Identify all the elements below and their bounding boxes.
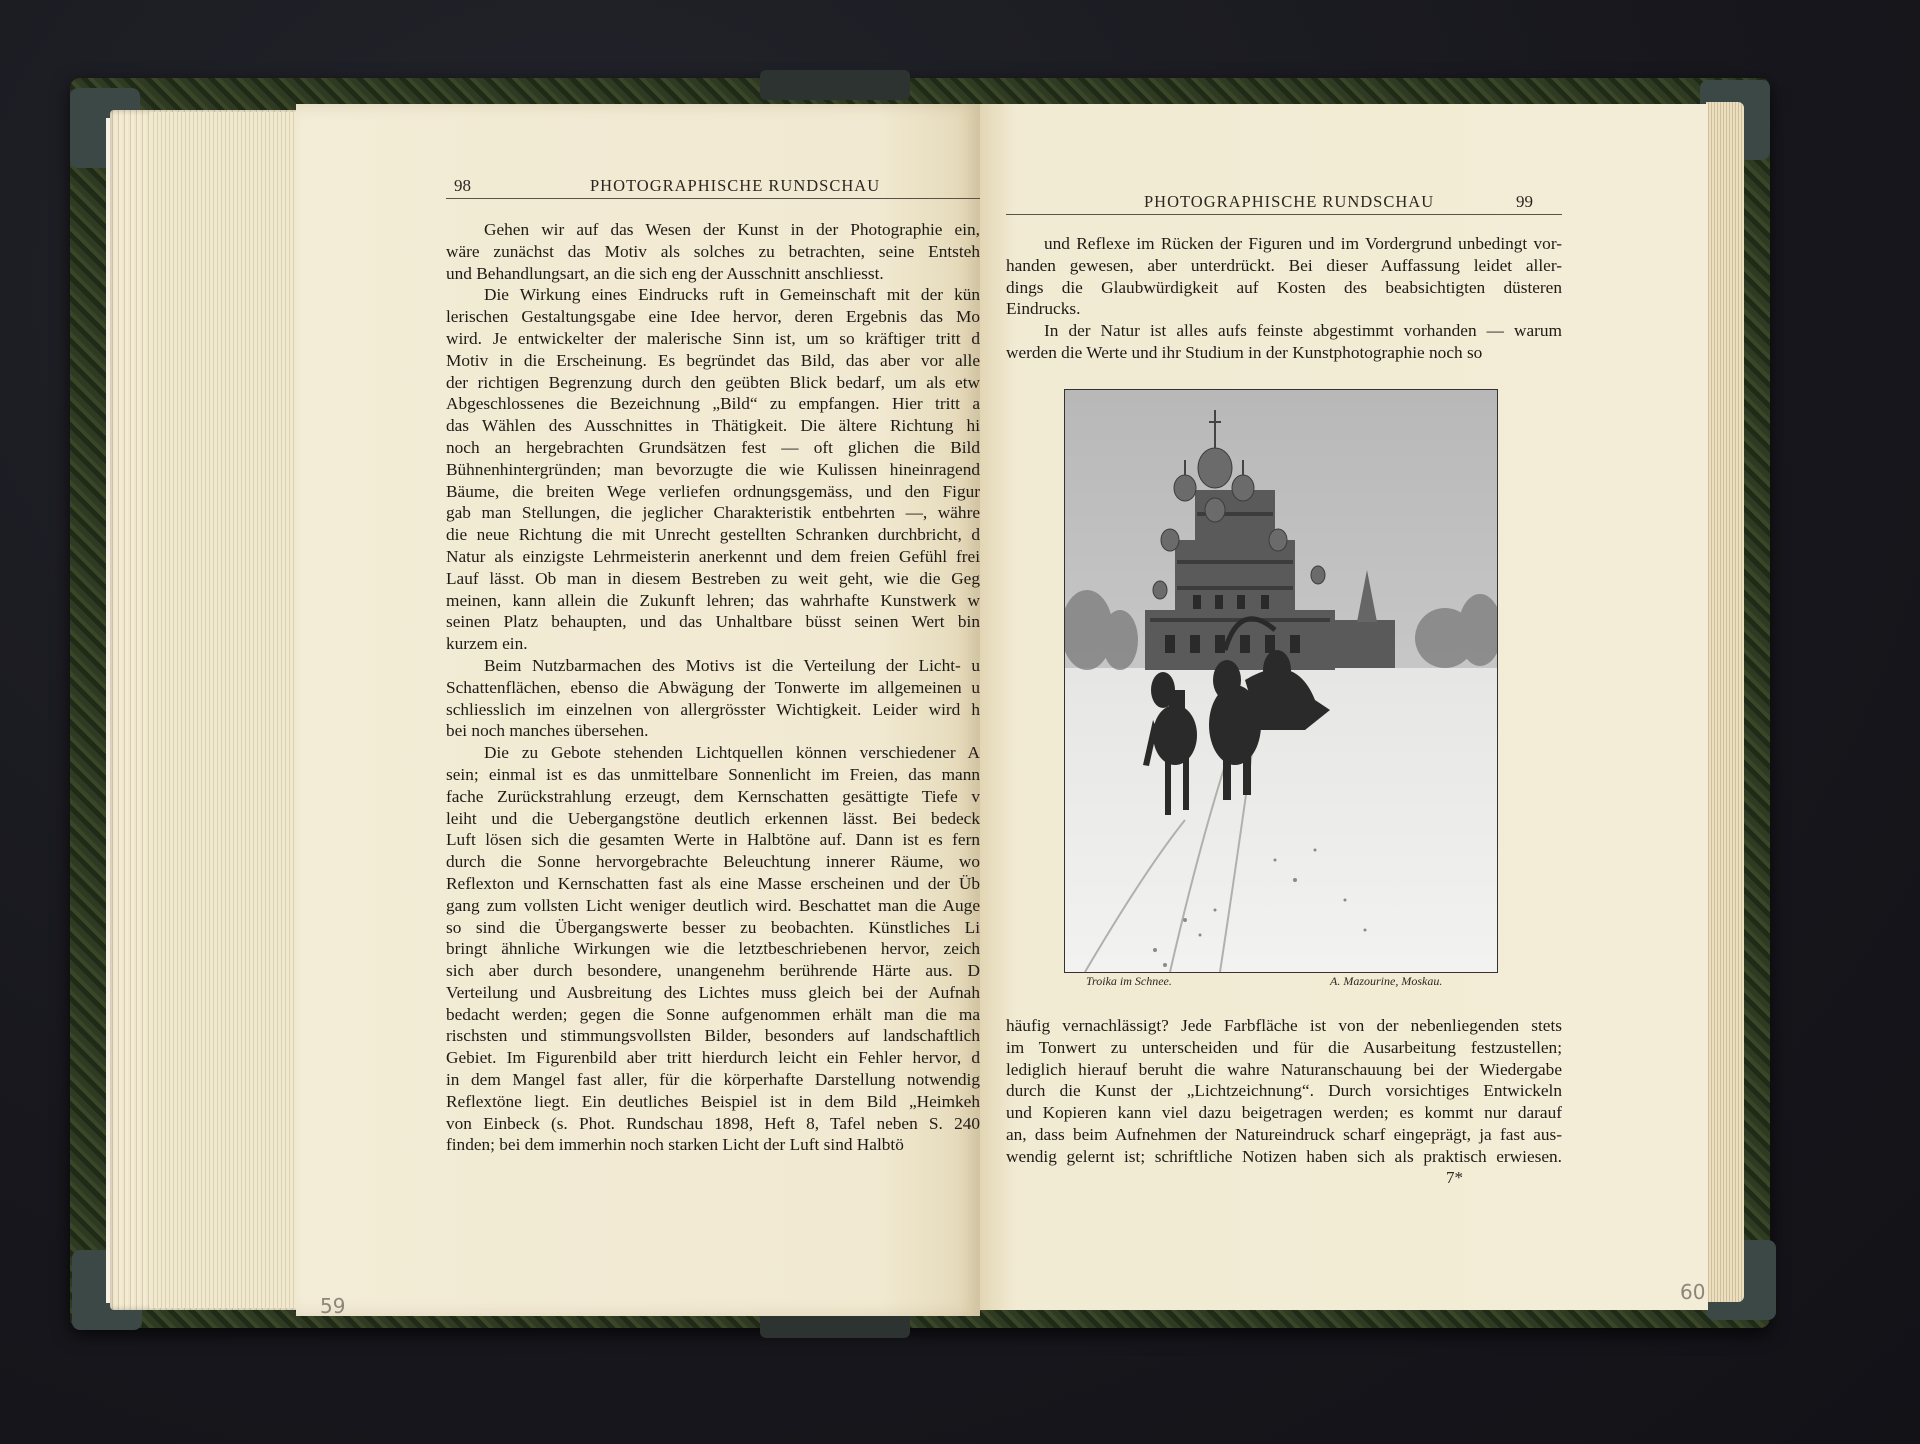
- text-line: Gehen wir auf das Wesen der Kunst in der Photographie ein,: [484, 220, 980, 239]
- text-line: In der Natur ist alles aufs feinste abgestimmt vorhanden — warum: [1044, 321, 1562, 341]
- pencil-mark-right: 60: [1680, 1280, 1706, 1304]
- text-line: gang zum vollsten Licht weniger deutlich wird. Beschattet man die Auge: [446, 895, 980, 915]
- text-line: im Tonwert zu unterscheiden und für die Ausarbeitung festzustellen;: [1006, 1037, 1562, 1057]
- text-line: der richtigen Begrenzung durch den geübten Blick bedarf, um als etw: [446, 372, 980, 392]
- right-head-rule: [1006, 214, 1562, 215]
- text-line: und Behandlungsart, an die sich eng der Ausschnitt anschliesst.: [446, 263, 884, 283]
- text-line: Luft lösen sich die gesamten Werte in Halbtöne auf. Dann ist es fern: [446, 830, 980, 850]
- photo-caption-credit: A. Mazourine, Moskau.: [1330, 974, 1443, 988]
- signature-mark: 7*: [1446, 1168, 1463, 1187]
- text-line: bringt ähnliche Wirkungen wie die letztbeschriebenen hervor, zeich: [446, 939, 980, 959]
- right-page-block-edges: [1706, 102, 1744, 1302]
- text-line: Die Wirkung eines Eindrucks ruft in Gemeinschaft mit der kün: [484, 285, 980, 305]
- text-line: handen gewesen, aber unterdrückt. Bei dieser Auffassung leidet aller-: [1006, 255, 1562, 275]
- text-line: Eindrucks.: [1006, 299, 1081, 319]
- left-page-block-inner-edges: [150, 112, 300, 1308]
- text-line: noch an hergebrachten Grundsätzen fest — oft glichen die Bild: [446, 437, 980, 457]
- text-line: wendig gelernt ist; schriftliche Notizen haben sich als praktisch erwiesen.: [1006, 1146, 1562, 1166]
- left-running-head: PHOTOGRAPHISCHE RUNDSCHAU: [590, 176, 881, 195]
- text-line: von Einbeck (s. Phot. Rundschau 1898, Heft 8, Tafel neben S. 240: [446, 1113, 980, 1133]
- text-line: wird. Je entwickelter der malerische Sinn ist, um so kräftiger tritt d: [446, 328, 980, 348]
- text-line: in dem Mangel fast aller, für die körperhafte Darstellung notwendig: [446, 1070, 980, 1090]
- text-line: durch die Sonne hervorgebrachte Beleuchtung innerer Räume, wo: [446, 852, 980, 872]
- left-page-number: 98: [454, 176, 471, 195]
- text-line: Reflexton und Kernschatten fast als eine Masse erscheinen und der Üb: [446, 873, 980, 893]
- text-line: rischsten und stimmungsvollsten Bilder, besonders auf landschaftlich: [446, 1026, 980, 1046]
- text-line: gab man Stellungen, die jeglicher Charakteristik entbehrten —, währe: [446, 503, 980, 523]
- right-page-text-top: [1006, 233, 1562, 368]
- text-line: an, dass beim Aufnehmen der Natureindruck scharf eingeprägt, ja fast aus-: [1006, 1124, 1562, 1144]
- text-line: und Kopieren kann viel dazu beigetragen werden; es kommt nur darauf: [1006, 1103, 1562, 1123]
- text-line: so sind die Übergangswerte besser zu beobachten. Künstliches Li: [446, 917, 980, 937]
- text-line: Die zu Gebote stehenden Lichtquellen können verschiedener A: [484, 743, 980, 763]
- text-line: Abgeschlossenes die Bezeichnung „Bild“ zu empfangen. Hier tritt a: [446, 394, 980, 414]
- text-line: häufig vernachlässigt? Jede Farbfläche ist von der nebenliegenden stets: [1006, 1016, 1562, 1035]
- photo-caption-title: Troika im Schnee.: [1086, 974, 1172, 988]
- text-line: durch die Kunst der „Lichtzeichnung“. Durch vorsichtiges Entwickeln: [1006, 1081, 1562, 1101]
- text-line: fache Zurückstrahlung erzeugt, dem Kernschatten gesättigte Tiefe v: [446, 786, 980, 806]
- text-line: Bäume, die breiten Wege verliefen ordnungsgemäss, und den Figur: [446, 481, 980, 501]
- photo-troika-in-snow: [1064, 389, 1498, 973]
- text-line: dings die Glaubwürdigkeit auf Kosten des beabsichtigten düsteren: [1006, 277, 1562, 297]
- text-line: Lauf lässt. Ob man in diesem Bestreben zu weit geht, wie die Geg: [446, 568, 980, 588]
- text-line: Gebiet. Im Figurenbild aber tritt hierdurch leicht ein Fehler hervor, d: [446, 1048, 980, 1068]
- text-line: sein; einmal ist es das unmittelbare Sonnenlicht im Freien, das mann: [446, 764, 980, 784]
- right-page-text-bottom: [1006, 1015, 1562, 1175]
- text-line: Verteilung und Ausbreitung des Lichtes muss gleich bei der Aufnah: [446, 982, 980, 1002]
- left-head-rule: [446, 198, 980, 199]
- left-page-text: [446, 219, 980, 1159]
- text-line: bei noch manches übersehen.: [446, 721, 649, 741]
- right-running-head: PHOTOGRAPHISCHE RUNDSCHAU: [1144, 192, 1435, 211]
- text-line: sich aber durch besondere, unangenehm berührende Härte aus. D: [446, 961, 980, 981]
- text-line: wäre zunächst das Motiv als solches zu betrachten, seine Entsteh: [446, 241, 980, 261]
- text-line: werden die Werte und ihr Studium in der Kunstphotographie noch so: [1006, 342, 1483, 362]
- text-line: bedacht werden; gegen die Sonne aufgenommen erhält man die ma: [446, 1004, 980, 1024]
- text-line: das Wählen des Ausschnittes in Thätigkeit. Die ältere Richtung hi: [446, 416, 980, 436]
- text-line: und Reflexe im Rücken der Figuren und im Vordergrund unbedingt vor-: [1044, 234, 1562, 253]
- text-line: die neue Richtung die mit Unrecht gestellten Schranken durchbricht, d: [446, 525, 980, 545]
- right-page-number: 99: [1516, 192, 1533, 211]
- text-line: lerischen Gestaltungsgabe eine Idee hervor, deren Ergebnis das Mo: [446, 307, 980, 327]
- text-line: Schattenflächen, ebenso die Abwägung der Tonwerte im allgemeinen u: [446, 677, 980, 697]
- spine-top: [760, 70, 910, 100]
- text-line: leiht und die Uebergangstöne deutlich erkennen lässt. Bei bedeck: [446, 808, 980, 828]
- text-line: kurzem ein.: [446, 634, 528, 654]
- text-line: Beim Nutzbarmachen des Motivs ist die Verteilung der Licht- u: [484, 655, 980, 675]
- text-line: lediglich hierauf beruht die wahre Naturanschauung bei der Wiedergabe: [1006, 1059, 1562, 1079]
- text-line: schliesslich im einzelnen von allergrösster Wichtigkeit. Leider wird h: [446, 699, 980, 719]
- photo-illustration: [1065, 390, 1497, 972]
- text-line: Reflextöne liegt. Ein deutliches Beispiel ist in dem Bild „Heimkeh: [446, 1091, 980, 1111]
- pencil-mark-left: 59: [320, 1294, 346, 1318]
- text-line: meinen, kann allein die Zukunft lehren; das wahrhafte Kunstwerk w: [446, 590, 980, 610]
- text-line: Motiv in die Erscheinung. Es begründet das Bild, das aber vor alle: [446, 350, 980, 370]
- text-line: finden; bei dem immerhin noch starken Licht der Luft sind Halbtö: [446, 1135, 904, 1155]
- text-line: Natur als einzigste Lehrmeisterin anerkennt und dem freien Gefühl frei: [446, 546, 980, 566]
- text-line: seinen Platz behaupten, und das Unhaltbare büsst seinen Wert bin: [446, 612, 980, 632]
- text-line: Bühnenhintergründen; man bevorzugte die wie Kulissen hineinragend: [446, 459, 980, 479]
